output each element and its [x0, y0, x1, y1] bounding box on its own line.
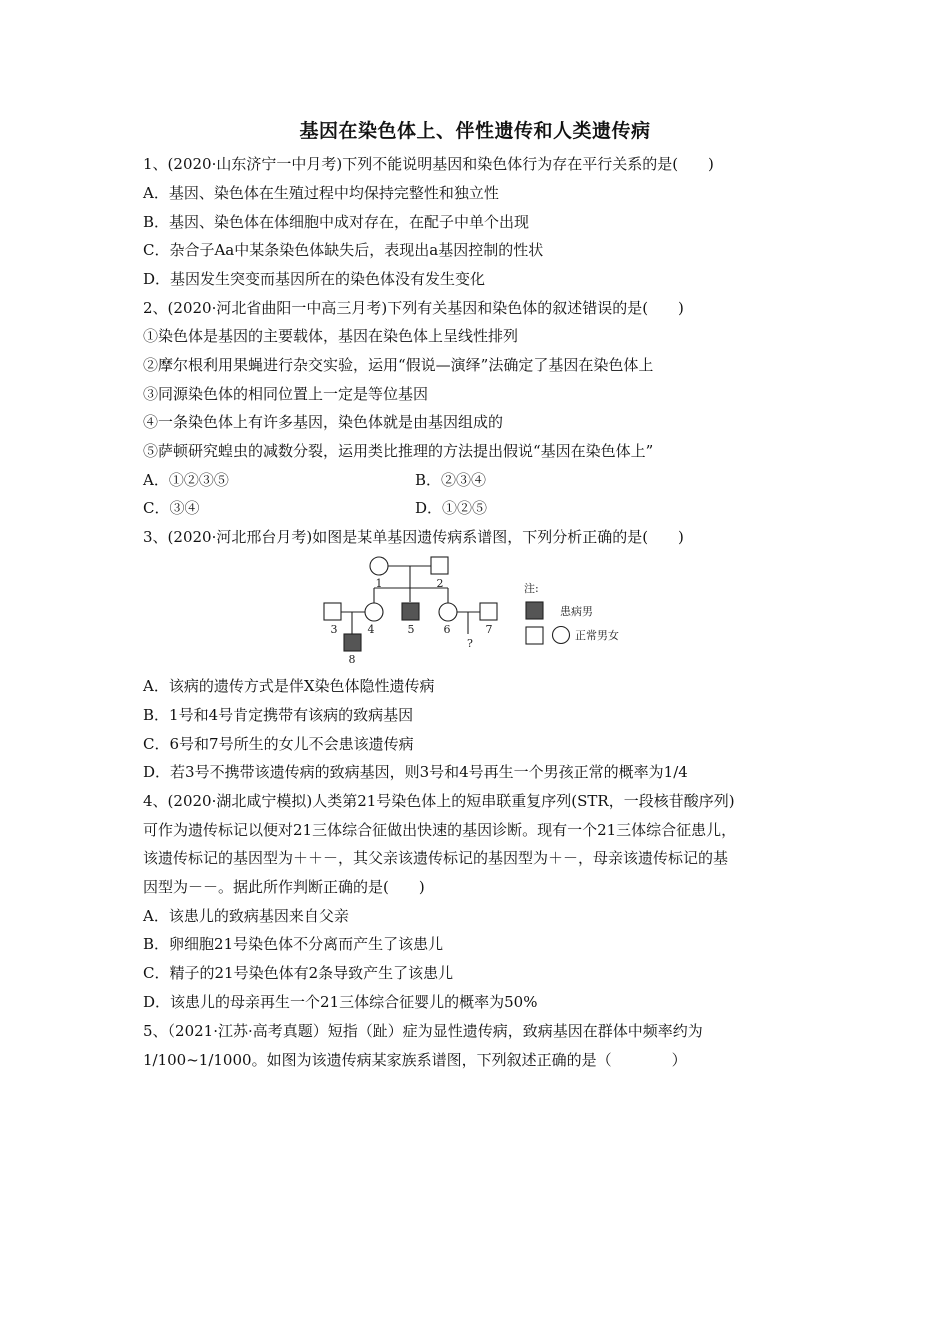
q1-option-c: C．杂合子Aa中某条染色体缺失后，表现出a基因控制的性状 — [143, 241, 544, 259]
legend-normal-label: 正常男女 — [575, 629, 619, 642]
individual-1-normal-female — [370, 557, 388, 575]
q2-option-b: B．②③④ — [415, 471, 487, 489]
q4-option-a: A．该患儿的致病基因来自父亲 — [143, 907, 349, 925]
document-title: 基因在染色体上、伴性遗传和人类遗传病 — [299, 120, 651, 142]
q2-statement-3: ③同源染色体的相同位置上一定是等位基因 — [143, 385, 429, 403]
q5-stem-line-2: 1/100~1/1000。如图为该遗传病某家族系谱图，下列叙述正确的是（ ） — [143, 1051, 687, 1069]
q2-statement-2: ②摩尔根利用果蝇进行杂交实验，运用“假说—演绎”法确定了基因在染色体上 — [143, 356, 654, 374]
q1-stem: 1、(2020·山东济宁一中月考)下列不能说明基因和染色体行为存在平行关系的是( ) — [143, 155, 714, 173]
q3-option-b: B．1号和4号肯定携带有该病的致病基因 — [143, 706, 414, 724]
label-8: 8 — [348, 653, 356, 666]
q1-option-b: B．基因、染色体在体细胞中成对存在，在配子中单个出现 — [143, 213, 530, 231]
individual-4-normal-female — [365, 603, 383, 621]
q2-option-d: D．①②⑤ — [415, 499, 488, 517]
q3-stem: 3、(2020·河北邢台月考)如图是某单基因遗传病系谱图，下列分析正确的是( ) — [143, 528, 684, 546]
q4-stem-line-1: 4、(2020·湖北咸宁模拟)人类第21号染色体上的短串联重复序列(STR，一段核苷酸序列) — [143, 792, 735, 810]
legend-normal-female-symbol — [553, 627, 570, 644]
q4-option-b: B．卵细胞21号染色体不分离而产生了该患儿 — [143, 935, 444, 953]
label-6: 6 — [443, 623, 451, 636]
q4-stem-line-4: 因型为－－。据此所作判断正确的是( ) — [143, 878, 425, 896]
label-3: 3 — [330, 623, 338, 636]
label-1: 1 — [375, 577, 383, 590]
individual-3-normal-male — [324, 603, 341, 620]
individual-2-normal-male — [431, 557, 448, 574]
q2-stem: 2、(2020·河北省曲阳一中高三月考)下列有关基因和染色体的叙述错误的是( ) — [143, 299, 684, 317]
q1-option-d: D．基因发生突变而基因所在的染色体没有发生变化 — [143, 270, 486, 288]
q2-option-c: C．③④ — [143, 499, 200, 517]
q2-statement-1: ①染色体是基因的主要载体，基因在染色体上呈线性排列 — [143, 327, 519, 345]
individual-8-affected-male — [344, 634, 361, 651]
individual-6-normal-female — [439, 603, 457, 621]
q1-option-a: A．基因、染色体在生殖过程中均保持完整性和独立性 — [143, 184, 499, 202]
legend-affected-male-symbol — [526, 602, 543, 619]
q5-stem-line-1: 5、（2021·江苏·高考真题）短指（趾）症为显性遗传病，致病基因在群体中频率约为 — [143, 1022, 703, 1040]
pedigree-figure — [310, 552, 650, 670]
individual-7-normal-male — [480, 603, 497, 620]
legend-title: 注: — [524, 582, 539, 595]
q4-option-c: C．精子的21号染色体有2条导致产生了该患儿 — [143, 964, 454, 982]
q4-option-d: D．该患儿的母亲再生一个21三体综合征婴儿的概率为50% — [143, 993, 538, 1011]
q4-stem-line-2: 可作为遗传标记以便对21三体综合征做出快速的基因诊断。现有一个21三体综合征患儿， — [143, 821, 737, 839]
legend-affected-label: 患病男 — [560, 605, 593, 618]
legend-normal-male-symbol — [526, 627, 543, 644]
q4-stem-line-3: 该遗传标记的基因型为＋＋－，其父亲该遗传标记的基因型为＋－，母亲该遗传标记的基 — [143, 849, 729, 867]
label-4: 4 — [367, 623, 375, 636]
label-5: 5 — [407, 623, 415, 636]
q3-option-c: C．6号和7号所生的女儿不会患该遗传病 — [143, 735, 414, 753]
label-2: 2 — [436, 577, 444, 590]
q2-statement-5: ⑤萨顿研究蝗虫的减数分裂，运用类比推理的方法提出假说“基因在染色体上” — [143, 442, 654, 460]
q2-statement-4: ④一条染色体上有许多基因，染色体就是由基因组成的 — [143, 413, 504, 431]
q2-option-a: A．①②③⑤ — [143, 471, 229, 489]
label-7: 7 — [485, 623, 493, 636]
individual-5-affected-male — [402, 603, 419, 620]
q3-option-a: A．该病的遗传方式是伴X染色体隐性遗传病 — [143, 677, 435, 695]
label-unknown: ? — [467, 637, 473, 650]
q3-option-d: D．若3号不携带该遗传病的致病基因，则3号和4号再生一个男孩正常的概率为1/4 — [143, 763, 688, 781]
